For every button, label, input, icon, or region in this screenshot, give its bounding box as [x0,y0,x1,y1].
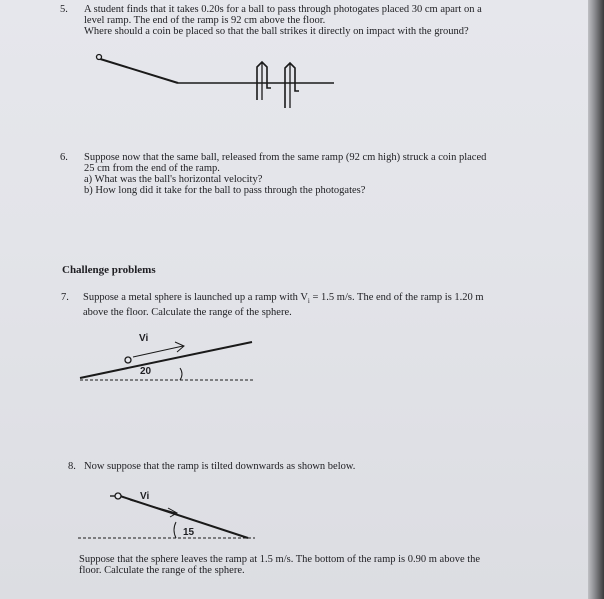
question-7-number: 7. [61,292,69,303]
question-5-line-1: A student finds that it takes 0.20s for a ball to pass through photogates placed 30 cm apart on a [84,4,482,15]
page-edge-shadow [588,0,604,599]
question-7-line-1-start: Suppose a metal sphere is launched up a ramp with V [83,292,308,303]
question-6-number: 6. [60,152,68,163]
question-8-after-line-2: floor. Calculate the range of the sphere. [79,565,245,576]
question-7-line-1-subscript: i [307,297,310,306]
velocity-arrow-icon [133,342,184,357]
incline-up-angle-label: 20 [140,366,152,377]
question-7-line-1-end: = 1.5 m/s. The end of the ramp is 1.20 m [309,292,484,303]
question-5-line-3: Where should a coin be placed so that the ball strikes it directly on impact with the ground? [84,26,469,37]
question-6-part-a: a) What was the ball's horizontal velocity? [84,174,263,185]
incline-up-ramp [80,342,252,378]
question-8-line-1: Now suppose that the ramp is tilted downwards as shown below. [84,461,356,472]
photogate-1-icon [257,62,271,100]
question-8-number: 8. [68,461,76,472]
question-7-line-2: above the floor. Calculate the range of the sphere. [83,307,292,319]
incline-down-velocity-label: Vi [140,491,150,502]
angle-arc-icon [180,368,182,380]
question-6-line-1: Suppose now that the same ball, released from the same ramp (92 cm high) struck a coin placed [84,152,487,163]
question-5-number: 5. [60,4,68,15]
sphere-icon [125,357,131,363]
photogate-2-icon [285,63,299,108]
incline-up-diagram [0,320,590,410]
question-7-line-1 [83,292,484,307]
ramp-slope [97,58,178,83]
challenge-heading: Challenge problems [62,264,156,276]
incline-up-velocity-label: Vi [139,333,149,344]
question-6-part-b: b) How long did it take for the ball to pass through the photogates? [84,185,366,196]
ramp-photogate-diagram [0,0,590,130]
sphere-icon [115,493,121,499]
question-6-line-2: 25 cm from the end of the ramp. [84,163,220,174]
question-8-after-line-1: Suppose that the sphere leaves the ramp at 1.5 m/s. The bottom of the ramp is 0.90 m above the [79,554,481,565]
incline-down-diagram [0,480,590,550]
angle-arc-icon [174,522,176,538]
incline-down-angle-label: 15 [183,527,195,538]
ball-icon [97,55,102,60]
question-5-line-2: level ramp. The end of the ramp is 92 cm above the floor. [84,15,326,26]
question-8-details [79,554,480,576]
